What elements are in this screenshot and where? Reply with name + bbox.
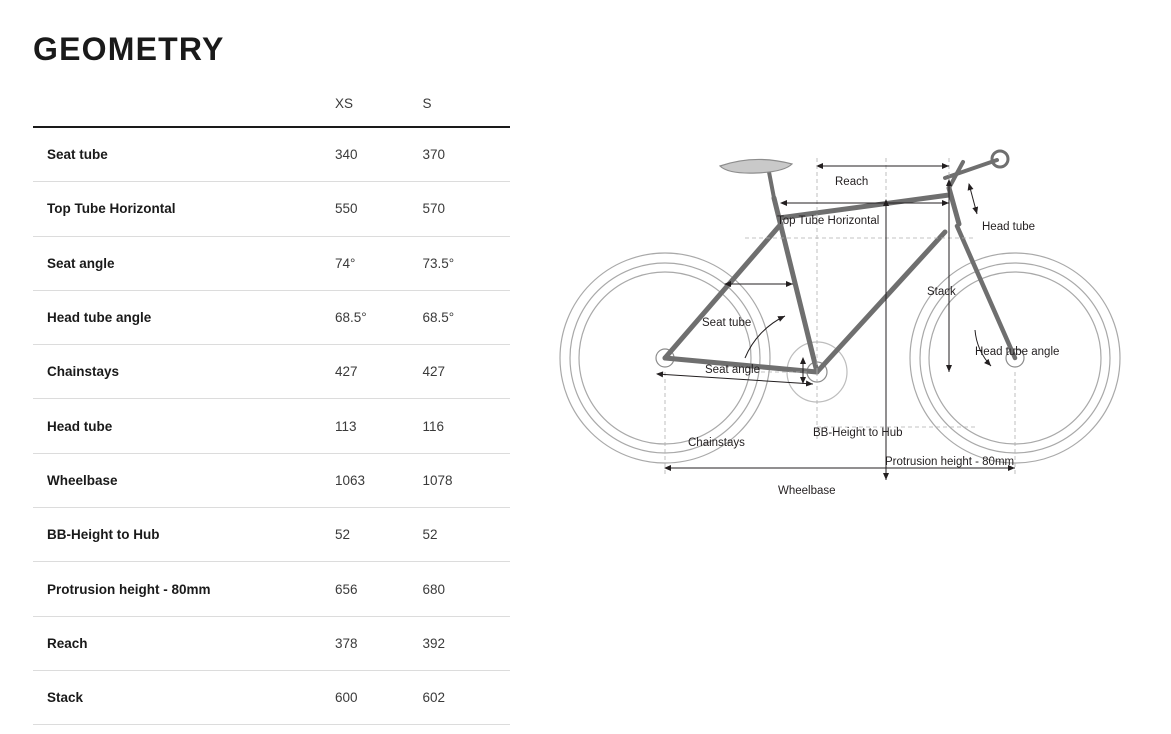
fork-icon: [957, 226, 1015, 358]
row-label: Reach: [47, 635, 88, 651]
row-value-xs: 550: [335, 201, 358, 217]
bike-drawing: [545, 140, 1155, 540]
reach-dimension: [817, 158, 949, 372]
row-label: BB-Height to Hub: [47, 527, 160, 543]
label-bb-height-to-hub: BB-Height to Hub: [813, 427, 903, 439]
row-label: Head tube angle: [47, 310, 152, 326]
table-row: [33, 290, 510, 344]
row-value-xs: 340: [335, 147, 358, 163]
column-header-measure: [33, 84, 335, 127]
row-value-xs: 74°: [335, 255, 356, 271]
label-protrusion-height: Protrusion height - 80mm: [885, 456, 1015, 468]
row-value-s: 427: [422, 364, 446, 380]
label-chainstays: Chainstays: [688, 437, 745, 449]
table-row: [33, 127, 510, 182]
head-tube-dimension: [969, 184, 977, 214]
column-header-xs: XS: [335, 95, 354, 111]
row-value-s: 52: [422, 527, 438, 543]
table-header: [33, 84, 510, 127]
table-row: [33, 399, 510, 453]
row-value-xs: 1063: [335, 472, 366, 488]
label-head-tube-angle: Head tube angle: [975, 346, 1060, 358]
label-stack: Stack: [927, 286, 956, 298]
geometry-table: [33, 84, 510, 725]
bicycle-geometry-diagram: [545, 140, 1155, 540]
row-label: Seat tube: [47, 147, 108, 163]
row-value-s: 602: [422, 690, 446, 706]
table-row: [33, 345, 510, 399]
page-title: GEOMETRY: [33, 31, 225, 67]
row-value-s: 680: [422, 581, 446, 597]
row-label: Seat angle: [47, 255, 115, 271]
row-value-xs: 52: [335, 527, 351, 543]
label-wheelbase: Wheelbase: [778, 485, 836, 497]
row-label: Top Tube Horizontal: [47, 201, 176, 217]
row-label: Wheelbase: [47, 472, 118, 488]
label-top-tube-horizontal: Top Tube Horizontal: [777, 215, 880, 227]
column-header-s: S: [422, 95, 432, 111]
row-value-s: 370: [422, 147, 446, 163]
row-value-xs: 378: [335, 635, 358, 651]
row-value-s: 392: [422, 635, 446, 651]
label-reach: Reach: [835, 176, 869, 188]
table-row: [33, 236, 510, 290]
row-value-xs: 600: [335, 690, 358, 706]
row-label: Chainstays: [47, 364, 120, 380]
row-value-xs: 427: [335, 364, 358, 380]
row-value-s: 116: [422, 418, 445, 434]
saddle-icon: [720, 159, 792, 198]
table-row: [33, 453, 510, 507]
row-label: Stack: [47, 690, 84, 706]
row-value-s: 1078: [422, 472, 453, 488]
label-head-tube: Head tube: [982, 221, 1036, 233]
table-row: [33, 670, 510, 724]
label-seat-angle: Seat angle: [705, 364, 760, 376]
stem-handlebar-icon: [945, 151, 1008, 188]
table-row: [33, 562, 510, 616]
row-value-xs: 68.5°: [335, 310, 367, 326]
table-header-row: [33, 84, 510, 127]
row-value-xs: 113: [335, 418, 357, 434]
table-body: [33, 127, 510, 725]
row-label: Head tube: [47, 418, 113, 434]
row-value-xs: 656: [335, 581, 358, 597]
row-value-s: 68.5°: [422, 310, 455, 326]
row-value-s: 73.5°: [422, 255, 455, 271]
table-row: [33, 182, 510, 236]
label-seat-tube: Seat tube: [702, 317, 752, 329]
row-label: Protrusion height - 80mm: [47, 581, 211, 597]
table-row: [33, 616, 510, 670]
row-value-s: 570: [422, 201, 446, 217]
table-row: [33, 508, 510, 562]
